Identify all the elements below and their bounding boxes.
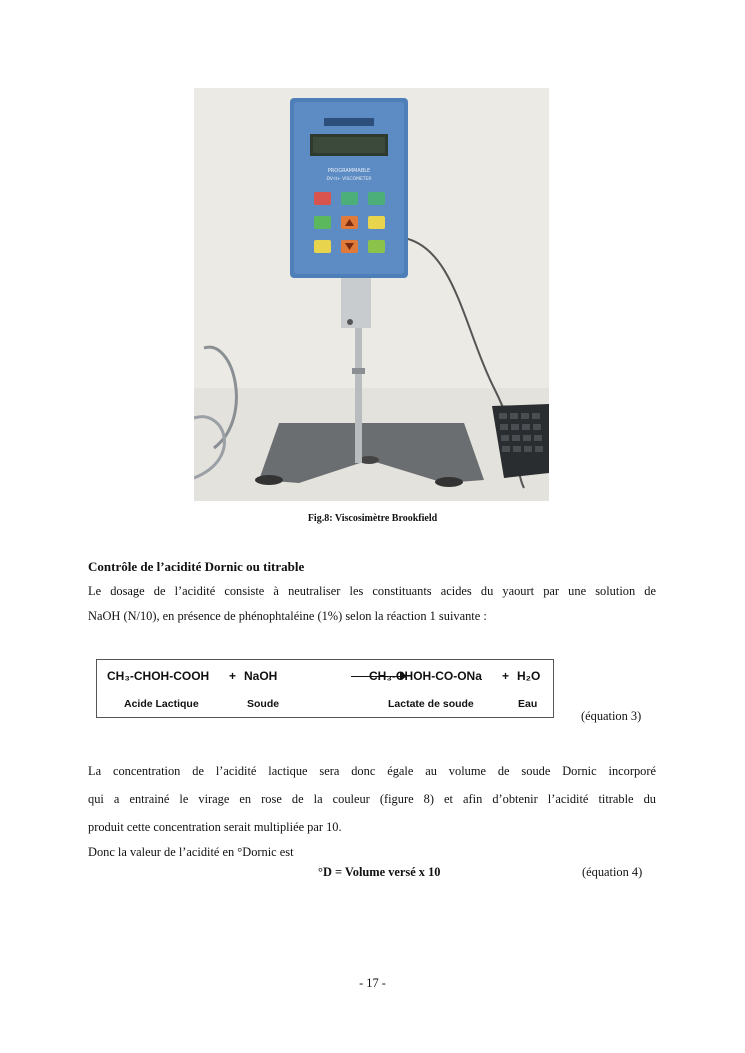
product-water: H₂O — [517, 669, 541, 683]
page-number: - 17 - — [359, 976, 386, 990]
name-water: Eau — [518, 698, 538, 710]
intro-line-2: NaOH (N/10), en présence de phénophtaléine (1%) selon la réaction 1 suivante : — [88, 609, 487, 623]
reactant-naoh: NaOH — [244, 669, 278, 683]
reaction-box — [96, 659, 554, 718]
viscometer-photo — [194, 88, 549, 501]
intro-line-1: Le dosage de l’acidité consiste à neutraliser les constituants acides du yaourt par une solution de — [88, 584, 656, 598]
dornic-formula: °D = Volume versé x 10 — [318, 865, 441, 879]
section-heading: Contrôle de l’acidité Dornic ou titrable — [88, 559, 305, 574]
equation-4-label: (équation 4) — [582, 865, 643, 879]
product-sodium-lactate: CH₃-CHOH-CO-ONa — [369, 669, 482, 683]
device-label-1: PROGRAMMABLE — [327, 168, 371, 174]
reaction-plus-1: + — [229, 669, 237, 683]
body-line-2: qui a entrainé le virage en rose de la couleur (figure 8) et afin d’obtenir l’acidité titrable du — [88, 792, 656, 806]
name-sodium-lactate: Lactate de soude — [388, 698, 474, 710]
reaction-plus-2: + — [502, 669, 510, 683]
viscometer-illustration — [194, 88, 549, 501]
body-line-4: Donc la valeur de l’acidité en °Dornic est — [88, 845, 294, 859]
name-lactic-acid: Acide Lactique — [124, 698, 199, 710]
device-label-2: DV-II+ VISCOMETER — [326, 177, 372, 182]
body-line-3: produit cette concentration serait multipliée par 10. — [88, 820, 342, 834]
name-soude: Soude — [247, 698, 280, 710]
body-line-1: La concentration de l’acidité lactique sera donc égale au volume de soude Dornic incorporé — [88, 764, 656, 778]
equation-3-label: (équation 3) — [581, 709, 642, 723]
reactant-lactic-acid: CH₃-CHOH-COOH — [107, 669, 210, 683]
figure-caption: Fig.8: Viscosimètre Brookfield — [307, 513, 438, 524]
